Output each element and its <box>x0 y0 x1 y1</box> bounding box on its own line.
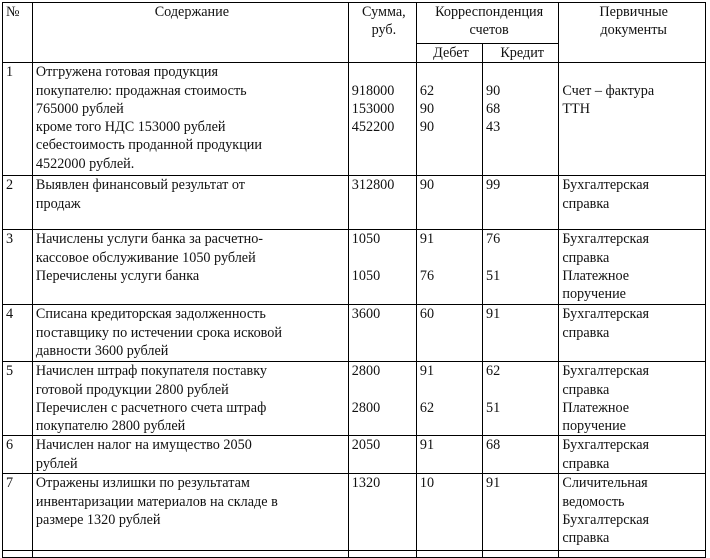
row-debit: 60 <box>416 305 482 362</box>
row-num: 3 <box>3 230 33 305</box>
table-row <box>3 230 706 305</box>
row-sum: 3600 <box>348 305 416 362</box>
row-description: Начислен штраф покупателя поставку готовой продукции 2800 рублей Перечислен с расчетного счета штраф покупателю 2800 рублей <box>32 362 348 436</box>
header-credit: Кредит <box>482 44 558 63</box>
table-header <box>3 3 706 63</box>
table-row-cut-off <box>3 551 706 558</box>
row-debit: 62 90 90 <box>416 63 482 176</box>
row-docs: Счет – фактура ТТН <box>559 63 706 176</box>
row-credit: 91 <box>482 305 558 362</box>
row-num: 7 <box>3 474 33 551</box>
row-docs: Бухгалтерская справка <box>559 176 706 230</box>
row-docs: Бухгалтерская справка Платежное поручение <box>559 362 706 436</box>
row-docs: Бухгалтерская справка <box>559 305 706 362</box>
row-description: Выявлен финансовый результат от продаж <box>32 176 348 230</box>
header-content: Содержание <box>32 3 348 63</box>
row-debit: 10 <box>416 474 482 551</box>
row-sum: 1050 1050 <box>348 230 416 305</box>
table-row <box>3 305 706 362</box>
row-credit: 90 68 43 <box>482 63 558 176</box>
row-num: 5 <box>3 362 33 436</box>
row-credit: 99 <box>482 176 558 230</box>
row-debit: 91 76 <box>416 230 482 305</box>
header-debit: Дебет <box>416 44 482 63</box>
row-docs: Бухгалтерская справка <box>559 436 706 474</box>
ledger-table <box>2 2 706 558</box>
row-sum: 312800 <box>348 176 416 230</box>
row-credit: 68 <box>482 436 558 474</box>
table-row <box>3 63 706 176</box>
header-num: № <box>3 3 33 63</box>
row-docs: Сличительная ведомость Бухгалтерская справка <box>559 474 706 551</box>
row-description: Начислены услуги банка за расчетно- кассовое обслуживание 1050 рублей Перечислены услуги банка <box>32 230 348 305</box>
row-num: 1 <box>3 63 33 176</box>
header-sum: Сумма, руб. <box>348 3 416 63</box>
table-row <box>3 436 706 474</box>
row-debit: 91 62 <box>416 362 482 436</box>
row-debit: 90 <box>416 176 482 230</box>
row-debit: 91 <box>416 436 482 474</box>
row-num: 4 <box>3 305 33 362</box>
row-sum: 2050 <box>348 436 416 474</box>
row-num: 2 <box>3 176 33 230</box>
table-row <box>3 176 706 230</box>
table-row <box>3 362 706 436</box>
header-correspondence: Корреспонденция счетов <box>416 3 558 44</box>
row-sum: 2800 2800 <box>348 362 416 436</box>
row-description: Списана кредиторская задолженность поставщику по истечении срока исковой давности 3600 рублей <box>32 305 348 362</box>
row-description: Начислен налог на имущество 2050 рублей <box>32 436 348 474</box>
row-description: Отражены излишки по результатам инвентаризации материалов на складе в размере 1320 рублей <box>32 474 348 551</box>
row-sum: 1320 <box>348 474 416 551</box>
row-credit: 62 51 <box>482 362 558 436</box>
row-num: 6 <box>3 436 33 474</box>
row-credit: 76 51 <box>482 230 558 305</box>
row-docs: Бухгалтерская справка Платежное поручение <box>559 230 706 305</box>
row-description: Отгружена готовая продукция покупателю: продажная стоимость 765000 рублей кроме того НДС 153000 рублей себестоимость проданной продукции 4522000 рублей. <box>32 63 348 176</box>
row-credit: 91 <box>482 474 558 551</box>
header-docs: Первичные документы <box>559 3 706 63</box>
table-row <box>3 474 706 551</box>
row-sum: 918000 153000 452200 <box>348 63 416 176</box>
